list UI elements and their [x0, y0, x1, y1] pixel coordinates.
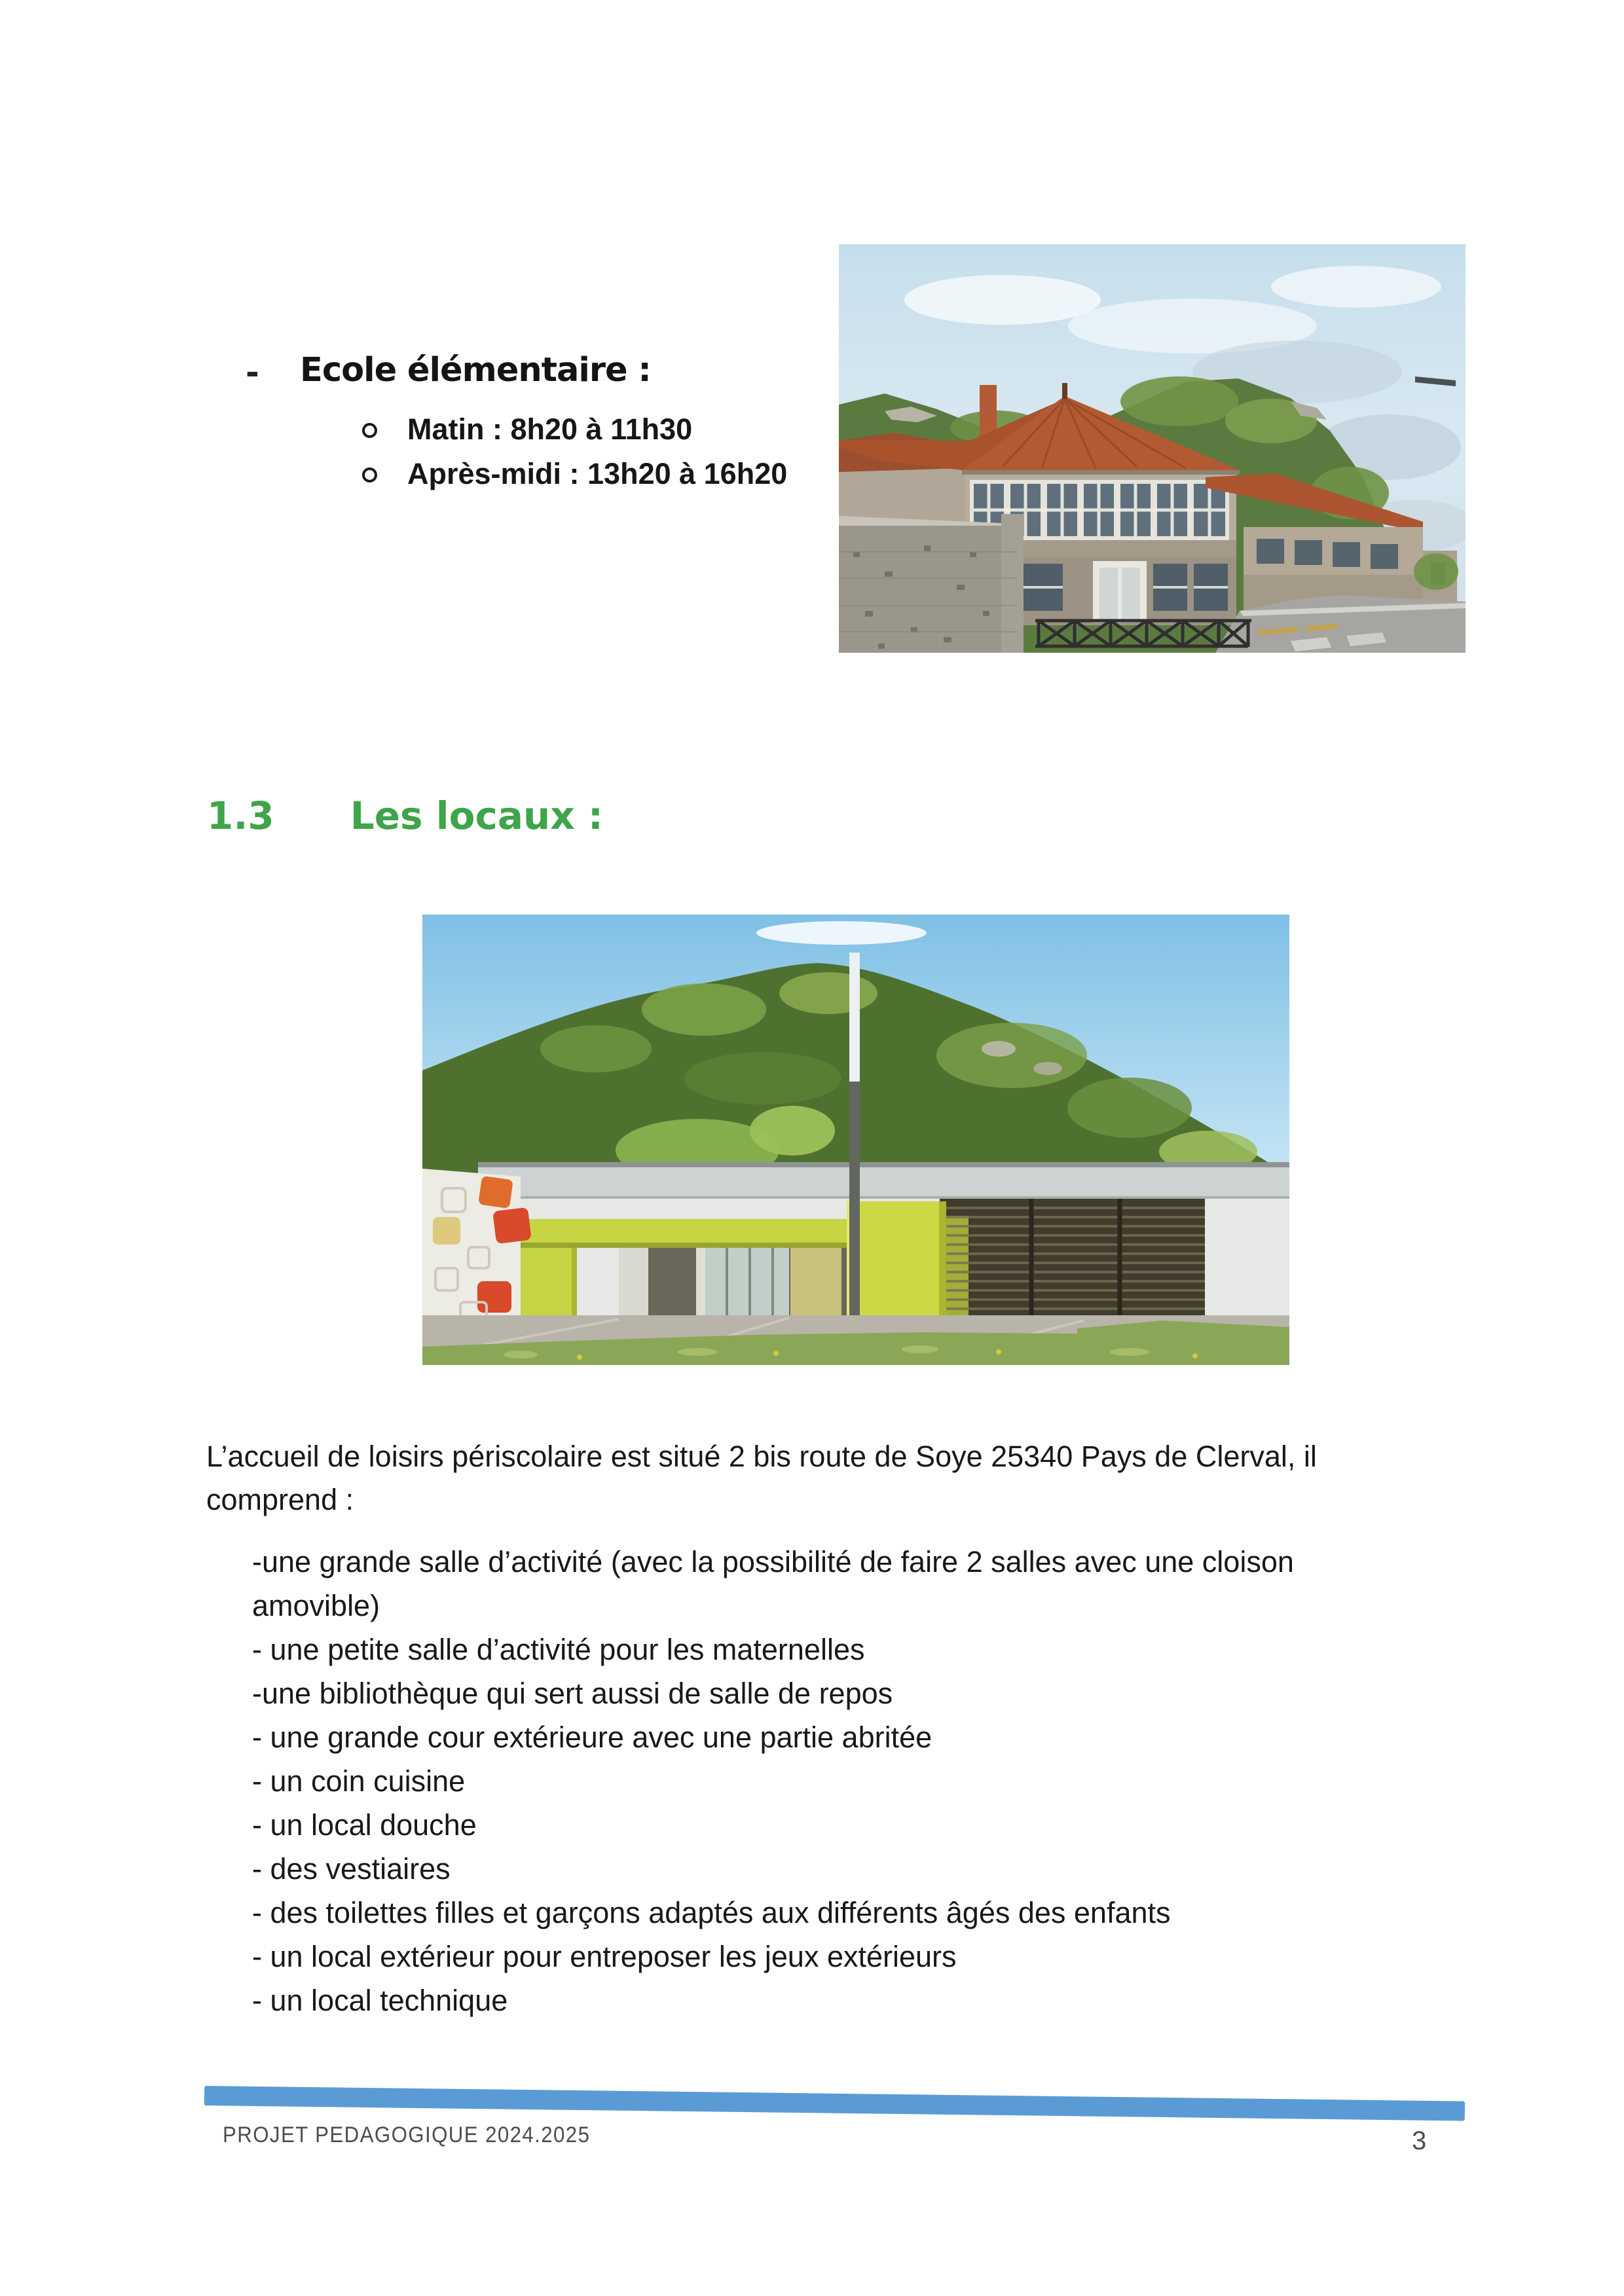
- intro-paragraph: [206, 1435, 1317, 1522]
- dash-bullet: -: [246, 354, 259, 392]
- facility-line: - un local douche: [252, 1808, 477, 1842]
- intro-line-2: comprend :: [206, 1483, 354, 1516]
- facility-line: - un local technique: [252, 1984, 508, 2017]
- section-number: 1.3: [207, 793, 274, 838]
- stone-wall: [839, 514, 1024, 653]
- facilities-list: [252, 1540, 1294, 2022]
- schedule-item-morning: Matin : 8h20 à 11h30: [407, 412, 693, 446]
- circle-bullet: [362, 467, 377, 483]
- facility-line: - une petite salle d’activité pour les maternelles: [252, 1633, 865, 1666]
- slat-screen: [940, 1199, 1205, 1322]
- facility-line: - des vestiaires: [252, 1852, 451, 1886]
- facility-line: - un coin cuisine: [252, 1764, 466, 1798]
- section-title: Les locaux :: [350, 793, 604, 838]
- elementary-school-photo: [839, 244, 1466, 653]
- page-number: 3: [1412, 2126, 1427, 2155]
- intro-line-1: L’accueil de loisirs périscolaire est situé 2 bis route de Soye 25340 Pays de Clerval, il: [206, 1440, 1317, 1473]
- grounds: [422, 1315, 1289, 1365]
- facility-line: - des toilettes filles et garçons adaptés aux différents âgés des enfants: [252, 1896, 1171, 1929]
- schedule-title: Ecole élémentaire :: [300, 351, 651, 390]
- schedule-item-afternoon: Après-midi : 13h20 à 16h20: [407, 457, 788, 490]
- facility-line: - un local extérieur pour entreposer les jeux extérieurs: [252, 1940, 957, 1973]
- footer-divider-bar: [204, 2086, 1465, 2121]
- section-heading: [207, 793, 603, 838]
- facility-line: -une bibliothèque qui sert aussi de salle de repos: [252, 1677, 893, 1710]
- leisure-center-photo: [422, 915, 1289, 1365]
- facility-line: -une grande salle d’activité (avec la possibilité de faire 2 salles avec une cloison: [252, 1545, 1294, 1578]
- facility-line: amovible): [252, 1589, 380, 1622]
- facility-line: - une grande cour extérieure avec une partie abritée: [252, 1721, 932, 1754]
- circle-bullet: [362, 423, 377, 438]
- footer-document-title: PROJET PEDAGOGIQUE 2024.2025: [223, 2123, 591, 2147]
